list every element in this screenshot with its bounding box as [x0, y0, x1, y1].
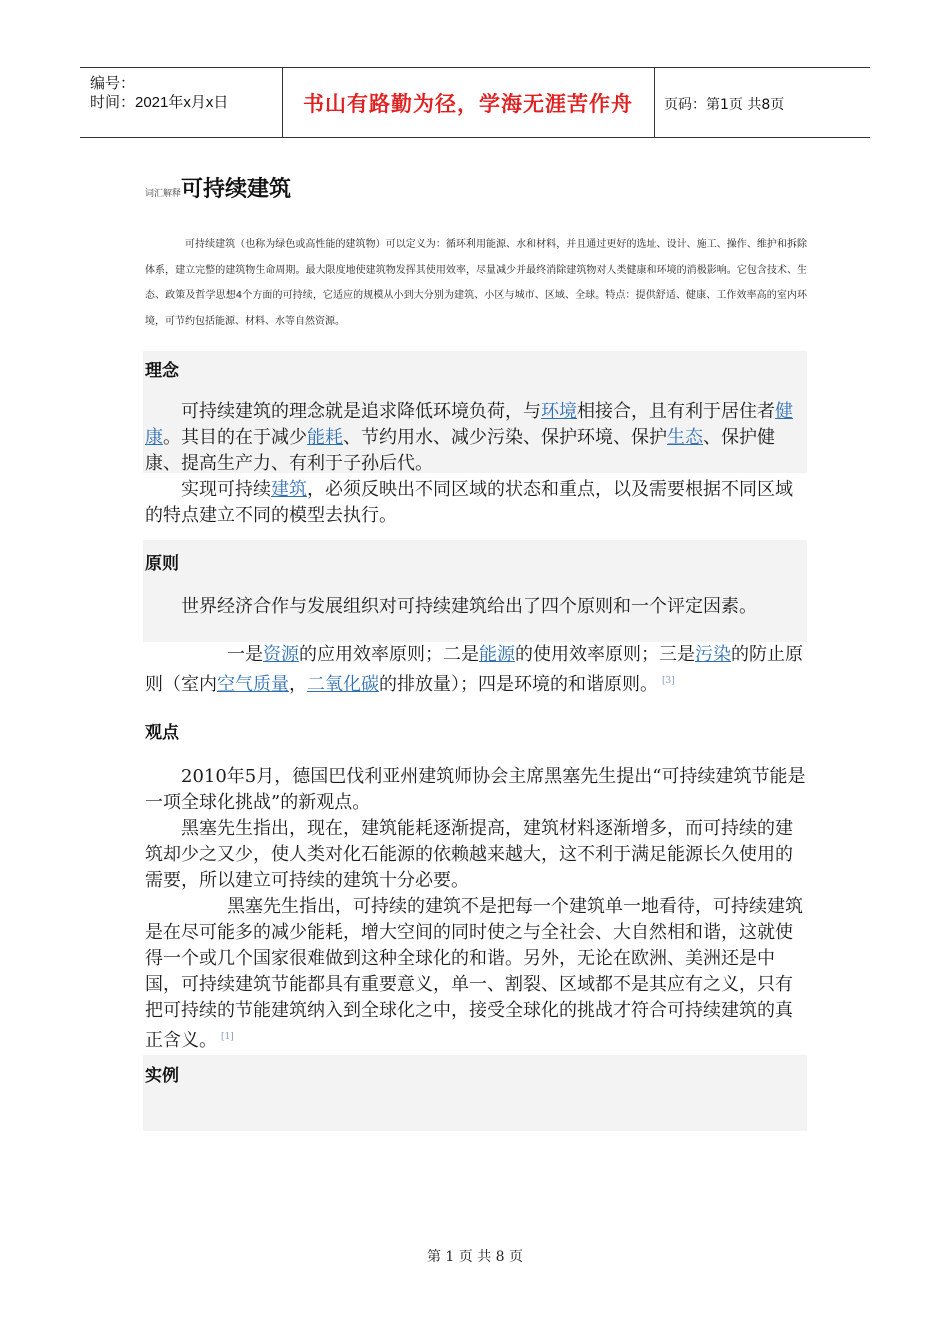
- heading-viewpoint: 观点: [145, 723, 179, 743]
- viewpoint-body: [145, 764, 807, 1054]
- heading-example: 实例: [145, 1066, 179, 1086]
- page-header: [80, 67, 870, 138]
- viewpoint-p1: 2010年5月，德国巴伐利亚州建筑师协会主席黑塞先生提出“可持续建筑节能是一项全球化挑战”的新观点。: [145, 766, 806, 813]
- text-run: 的应用效率原则；二是: [299, 644, 479, 665]
- shade-example: [143, 1055, 807, 1131]
- page-footer: 第 1 页 共 8 页: [426, 1249, 524, 1265]
- document-title: [145, 172, 291, 203]
- intro-paragraph: [145, 232, 807, 334]
- motto: 书山有路勤为径，学海无涯苦作舟: [303, 91, 633, 116]
- number-label: 编号：: [90, 75, 136, 92]
- text-run: 一是: [227, 644, 263, 665]
- text-run: 的使用效率原则；三是: [515, 644, 695, 665]
- concept-p2: [145, 477, 807, 529]
- text-run: 相接合，且有利于居住者: [577, 401, 775, 422]
- text-run: 实现可持续: [181, 479, 271, 500]
- principle-body: [145, 594, 807, 698]
- link-pollution[interactable]: 污染: [695, 644, 731, 665]
- link-building[interactable]: 建筑: [271, 479, 307, 500]
- link-energy[interactable]: 能源: [479, 644, 515, 665]
- reference-1[interactable]: [1]: [221, 1032, 234, 1042]
- text-run: 。其目的在于减少: [163, 427, 307, 448]
- text-run: 的排放量）；四是环境的和谐原则。: [379, 674, 658, 695]
- link-ecology[interactable]: 生态: [667, 427, 703, 448]
- time-label: 时间：2021年x月x日: [90, 94, 229, 111]
- text-run: ，必须反映出不同区域的状态和重点，以及需要根据不同区域的特点建立不同的模型去执行。: [145, 479, 793, 526]
- heading-concept: 理念: [145, 361, 179, 381]
- viewpoint-p2: 黑塞先生指出，现在，建筑能耗逐渐提高，建筑材料逐渐增多，而可持续的建筑却少之又少，使人类对化石能源的依赖越来越大，这不利于满足能源长久使用的需要，所以建立可持续的建筑十分必要。: [145, 818, 793, 891]
- link-air-quality[interactable]: 空气质量: [217, 674, 289, 695]
- reference-3[interactable]: [3]: [662, 676, 675, 686]
- text-run: 的防止原则（室内: [145, 644, 803, 695]
- concept-p1: [145, 399, 807, 477]
- text-run: ，: [289, 674, 307, 695]
- text-run: 、保护健康、提高生产力、有利于子孙后代。: [145, 427, 775, 474]
- viewpoint-p3: [145, 894, 807, 1054]
- header-meta: [80, 68, 283, 137]
- principle-p1: 世界经济合作与发展组织对可持续建筑给出了四个原则和一个评定因素。: [181, 596, 757, 617]
- link-resources[interactable]: 资源: [263, 644, 299, 665]
- header-motto-cell: [282, 68, 655, 137]
- concept-body: [145, 399, 807, 529]
- link-environment[interactable]: 环境: [541, 401, 577, 422]
- title-prefix: 词汇解释: [145, 189, 182, 199]
- text-run: 黑塞先生指出，可持续的建筑不是把每一个建筑单一地看待，可持续建筑是在尽可能多的减少能耗，增大空间的同时使之与全社会、大自然相和谐，这就使得一个或几个国家很难做到这种全球化的和谐。另外，无论在欧洲、美洲还是中国，可持续建筑节能都具有重要意义，单一、割裂、区域都不是其应有之义，只有把可持续的节能建筑纳入到全球化之中，接受全球化的挑战才符合可持续建筑的真正含义。: [145, 896, 803, 1051]
- link-carbon-dioxide[interactable]: 二氧化碳: [307, 674, 379, 695]
- text-run: 、节约用水、减少污染、保护环境、保护: [343, 427, 667, 448]
- principle-p2: [145, 642, 807, 698]
- link-energy-consumption[interactable]: 能耗: [307, 427, 343, 448]
- link-health[interactable]: 健康: [145, 401, 793, 448]
- title-main: 可持续建筑: [181, 177, 292, 202]
- page-info: 页码：第1页 共8页: [664, 97, 785, 113]
- heading-principle: 原则: [145, 554, 179, 574]
- intro-text: 可持续建筑（也称为绿色或高性能的建筑物）可以定义为：循环利用能源、水和材料，并且通过更好的选址、设计、施工、操作、维护和拆除体系，建立完整的建筑物生命周期。最大限度地使建筑物发挥其使用效率，尽量减少并最终消除建筑物对人类健康和环境的消极影响。它包含技术、生态、政策及哲学思想4个方面的可持续，它适应的规模从小到大分别为建筑、小区与城市、区域、全球。特点：提供舒适、健康、工作效率高的室内环境，可节约包括能源、材料、水等自然资源。: [145, 239, 807, 327]
- text-run: 可持续建筑的理念就是追求降低环境负荷，与: [181, 401, 541, 422]
